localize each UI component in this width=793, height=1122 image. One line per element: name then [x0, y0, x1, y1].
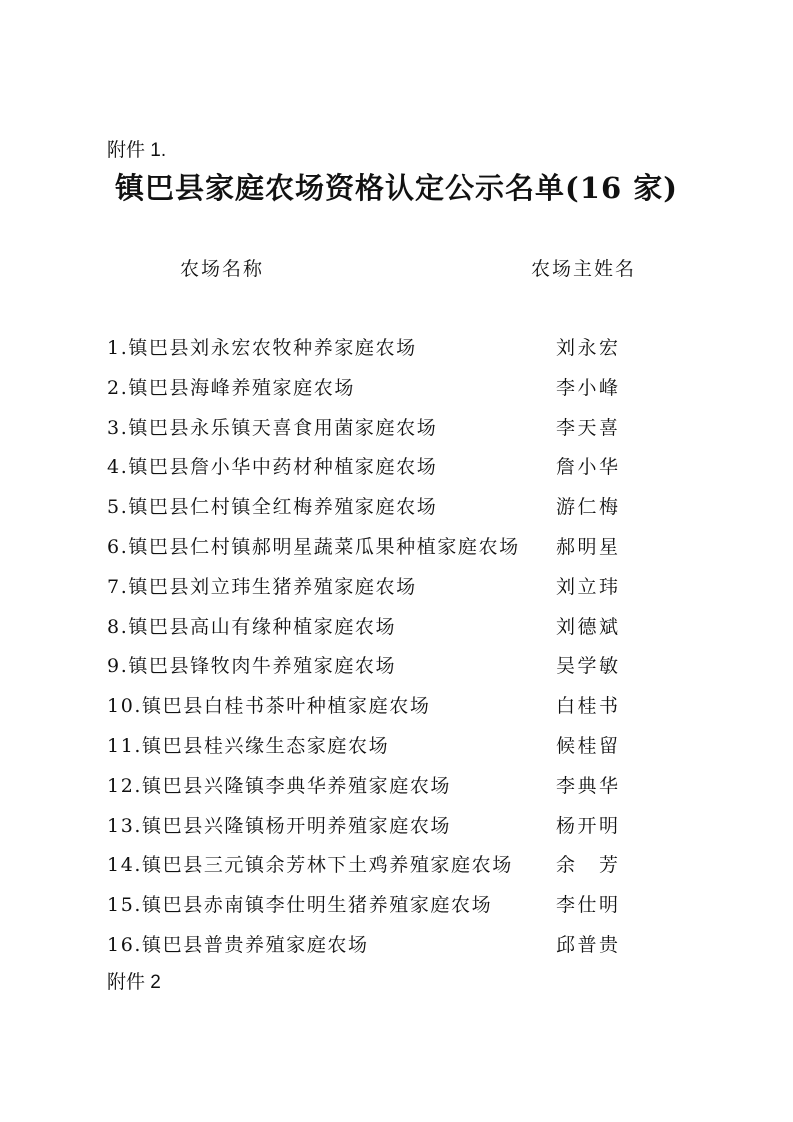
owner-name: 候桂留 [556, 734, 618, 757]
list-item [0, 613, 793, 653]
farm-name: 14.镇巴县三元镇余芳林下土鸡养殖家庭农场 [107, 854, 513, 877]
farm-name: 5.镇巴县仁村镇全红梅养殖家庭农场 [107, 496, 438, 519]
farm-name: 3.镇巴县永乐镇天喜食用菌家庭农场 [107, 416, 438, 439]
list-item [0, 931, 793, 971]
owner-name: 李典华 [556, 774, 618, 797]
owner-name: 詹小华 [556, 456, 618, 479]
farm-name: 16.镇巴县普贵养殖家庭农场 [107, 933, 369, 956]
list-item [0, 732, 793, 772]
farm-name: 6.镇巴县仁村镇郝明星蔬菜瓜果种植家庭农场 [107, 535, 520, 558]
owner-name: 郝明星 [556, 535, 618, 558]
list-item [0, 493, 793, 533]
owner-name: 吴学敏 [556, 655, 618, 678]
owner-name: 李天喜 [556, 416, 618, 439]
owner-name: 余 芳 [556, 854, 618, 877]
owner-name: 刘永宏 [556, 337, 618, 359]
attachment-1-label: 附件 1. [107, 140, 167, 161]
attachment-2-label: 附件 2 [107, 972, 161, 993]
list-item [0, 453, 793, 493]
owner-name: 邱普贵 [556, 933, 618, 956]
farm-name: 9.镇巴县锋牧肉牛养殖家庭农场 [107, 655, 397, 678]
farm-name: 15.镇巴县赤南镇李仕明生猪养殖家庭农场 [107, 894, 493, 917]
list-item [0, 851, 793, 891]
owner-name: 杨开明 [556, 814, 618, 837]
column-header-owner-name: 农场主姓名 [531, 258, 637, 280]
farm-name: 12.镇巴县兴隆镇李典华养殖家庭农场 [107, 774, 452, 797]
farm-name: 13.镇巴县兴隆镇杨开明养殖家庭农场 [107, 814, 452, 837]
list-item [0, 334, 793, 374]
list-item [0, 652, 793, 692]
list-item [0, 772, 793, 812]
farm-name: 4.镇巴县詹小华中药材种植家庭农场 [107, 456, 438, 479]
farm-name: 7.镇巴县刘立玮生猪养殖家庭农场 [107, 575, 417, 598]
owner-name: 刘德斌 [556, 615, 618, 638]
column-header-farm-name: 农场名称 [180, 258, 265, 280]
list-item [0, 692, 793, 732]
list-item [0, 414, 793, 454]
farm-name: 2.镇巴县海峰养殖家庭农场 [107, 376, 355, 399]
list-item [0, 812, 793, 852]
owner-name: 游仁梅 [556, 496, 618, 519]
list-item [0, 374, 793, 414]
list-item [0, 891, 793, 931]
owner-name: 李小峰 [556, 376, 618, 399]
owner-name: 李仕明 [556, 894, 618, 917]
farm-name: 11.镇巴县桂兴缘生态家庭农场 [107, 734, 390, 757]
list-item [0, 533, 793, 573]
page-title: 镇巴县家庭农场资格认定公示名单(16 家) [115, 171, 678, 205]
owner-name: 刘立玮 [556, 575, 618, 598]
farm-name: 1.镇巴县刘永宏农牧种养家庭农场 [107, 337, 417, 359]
farm-list [0, 334, 793, 971]
farm-name: 10.镇巴县白桂书茶叶种植家庭农场 [107, 695, 431, 718]
owner-name: 白桂书 [556, 695, 618, 718]
list-item [0, 573, 793, 613]
farm-name: 8.镇巴县高山有缘种植家庭农场 [107, 615, 397, 638]
